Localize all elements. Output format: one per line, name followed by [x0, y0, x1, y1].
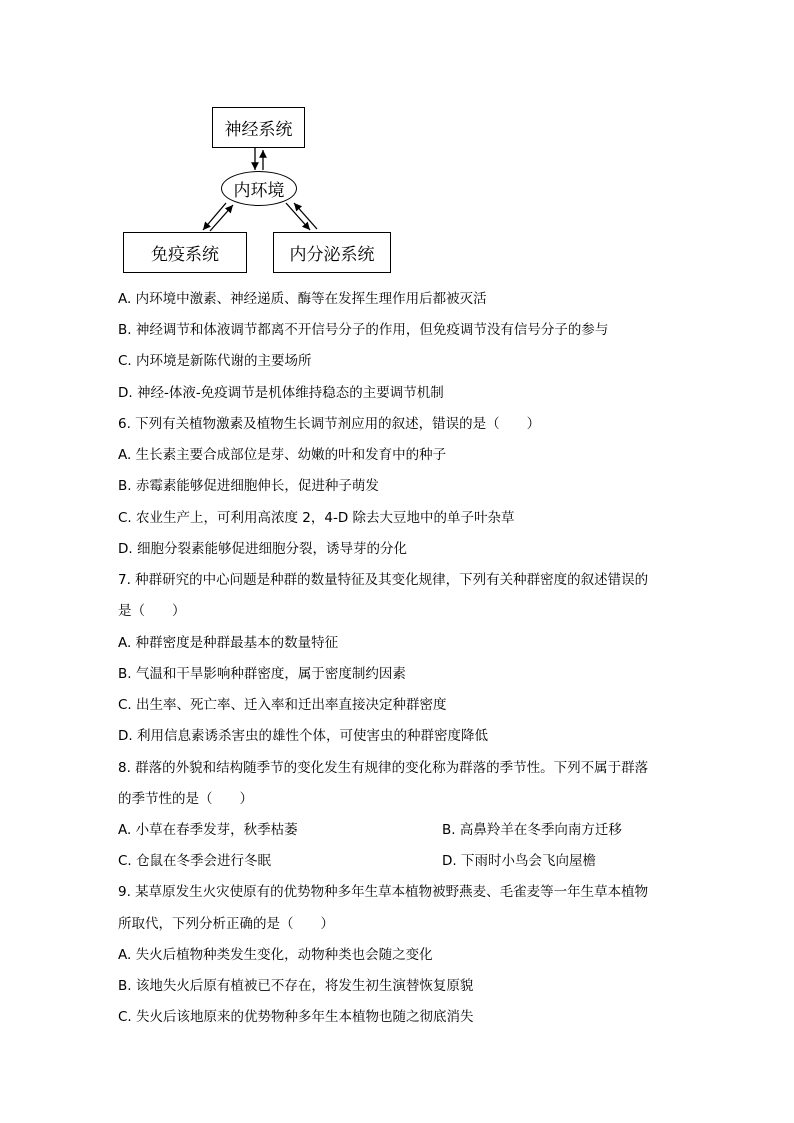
- endocrine-system-label: 内分泌系统: [289, 245, 375, 265]
- q6-option-b: B. 赤霉素能够促进细胞伸长，促进种子萌发: [118, 478, 379, 494]
- q8-stem-line1: 8. 群落的外貌和结构随季节的变化发生有规律的变化称为群落的季节性。下列不属于群落: [118, 760, 649, 776]
- q7-stem-line1: 7. 种群研究的中心问题是种群的数量特征及其变化规律，下列有关种群密度的叙述错误的: [118, 572, 649, 588]
- internal-environment-label: 内环境: [233, 181, 285, 201]
- q9-option-b: B. 该地失火后原有植被已不存在，将发生初生演替恢复原貌: [118, 978, 474, 994]
- nervous-system-label: 神经系统: [224, 120, 293, 140]
- endocrine-system-box: [273, 232, 391, 273]
- q6-option-a: A. 生长素主要合成部位是芽、幼嫩的叶和发育中的种子: [118, 447, 447, 463]
- q5-option-b: B. 神经调节和体液调节都离不开信号分子的作用，但免疫调节没有信号分子的参与: [118, 322, 609, 338]
- q5-option-a: A. 内环境中激素、神经递质、酶等在发挥生理作用后都被灭活: [118, 291, 487, 307]
- q8-stem-line2: 的季节性的是（ ）: [118, 791, 253, 807]
- q9-option-c: C. 失火后该地原来的优势物种多年生本植物也随之彻底消失: [118, 1009, 474, 1025]
- q9-stem-line2: 所取代，下列分析正确的是（ ）: [118, 916, 334, 932]
- q7-option-b: B. 气温和干旱影响种群密度，属于密度制约因素: [118, 666, 406, 682]
- q6-option-d: D. 细胞分裂素能够促进细胞分裂，诱导芽的分化: [118, 541, 407, 557]
- q8-option-a: A. 小草在春季发芽，秋季枯萎: [118, 822, 298, 838]
- q7-option-c: C. 出生率、死亡率、迁入率和迁出率直接决定种群密度: [118, 697, 447, 713]
- q7-stem-line2: 是（ ）: [118, 603, 186, 619]
- immune-system-box: [123, 232, 247, 273]
- q9-option-a: A. 失火后植物种类发生变化，动物种类也会随之变化: [118, 947, 433, 963]
- q8-option-c: C. 仓鼠在冬季会进行冬眠: [118, 853, 272, 869]
- nervous-system-box: [212, 107, 305, 148]
- q7-option-d: D. 利用信息素诱杀害虫的雄性个体，可使害虫的种群密度降低: [118, 728, 488, 744]
- immune-system-label: 免疫系统: [151, 245, 219, 265]
- q5-option-d: D. 神经-体液-免疫调节是机体维持稳态的主要调节机制: [118, 385, 444, 401]
- q7-option-a: A. 种群密度是种群最基本的数量特征: [118, 635, 339, 651]
- q6-stem: 6. 下列有关植物激素及植物生长调节剂应用的叙述，错误的是（ ）: [118, 416, 541, 432]
- diagram-arrows: [0, 0, 794, 300]
- q5-option-c: C. 内环境是新陈代谢的主要场所: [118, 353, 312, 369]
- q9-stem-line1: 9. 某草原发生火灾使原有的优势物种多年生草本植物被野燕麦、毛雀麦等一年生草本植物: [118, 884, 649, 900]
- internal-environment-ellipse: [221, 171, 297, 206]
- q8-option-d: D. 下雨时小鸟会飞向屋檐: [442, 853, 596, 869]
- q6-option-c: C. 农业生产上，可利用高浓度 2，4-D 除去大豆地中的单子叶杂草: [118, 510, 515, 526]
- q8-option-b: B. 高鼻羚羊在冬季向南方迁移: [442, 822, 622, 838]
